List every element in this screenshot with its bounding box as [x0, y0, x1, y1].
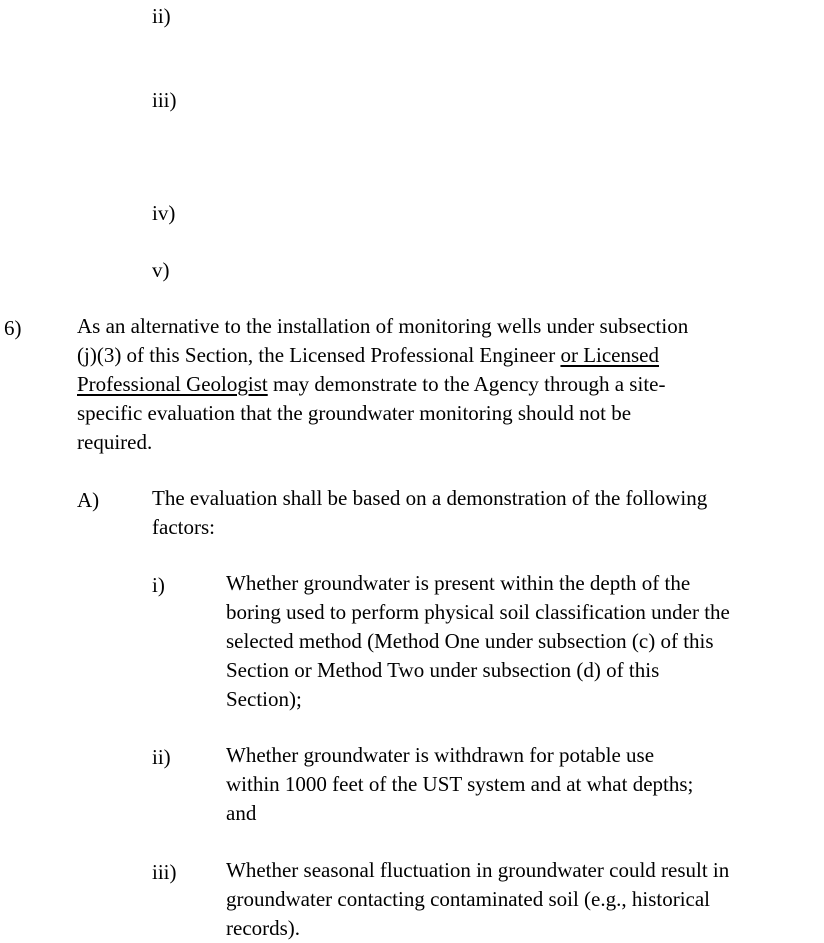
item-number-6: 6): [4, 316, 22, 340]
underlined-insertion: Professional Geologist: [77, 372, 268, 396]
paragraph-line: within 1000 feet of the UST system and at what depths;: [226, 772, 694, 796]
subitem-number-i: i): [152, 573, 165, 597]
item-number-iii: iii): [152, 88, 177, 112]
paragraph-line: selected method (Method One under subsection (c) of this: [226, 629, 714, 653]
paragraph-line: Professional Geologist may demonstrate to the Agency through a site-: [77, 372, 666, 396]
item-number-iv: iv): [152, 201, 176, 225]
paragraph-line: Section or Method Two under subsection (d) of this: [226, 658, 660, 682]
paragraph-line: Whether groundwater is present within the depth of the: [226, 571, 691, 595]
item-number-v: v): [152, 258, 170, 282]
paragraph-line: Section);: [226, 687, 302, 711]
paragraph-line: factors:: [152, 515, 215, 539]
item-number-ii: ii): [152, 4, 171, 28]
underlined-insertion: or Licensed: [560, 343, 659, 367]
paragraph-line: groundwater contacting contaminated soil (e.g., historical: [226, 887, 711, 911]
paragraph-line: required.: [77, 430, 153, 454]
paragraph-line: specific evaluation that the groundwater monitoring should not be: [77, 401, 632, 425]
paragraph-line: Whether seasonal fluctuation in groundwater could result in: [226, 858, 730, 882]
paragraph-line: records).: [226, 916, 301, 940]
paragraph-line: boring used to perform physical soil classification under the: [226, 600, 730, 624]
subitem-number-ii: ii): [152, 745, 171, 769]
subitem-number-iii: iii): [152, 860, 177, 884]
paragraph-line: Whether groundwater is withdrawn for potable use: [226, 743, 655, 767]
paragraph-line: As an alternative to the installation of monitoring wells under subsection: [77, 314, 689, 338]
paragraph-line: (j)(3) of this Section, the Licensed Professional Engineer or Licensed: [77, 343, 659, 367]
item-number-A: A): [77, 488, 100, 512]
paragraph-line: The evaluation shall be based on a demonstration of the following: [152, 486, 708, 510]
paragraph-line: and: [226, 801, 257, 825]
